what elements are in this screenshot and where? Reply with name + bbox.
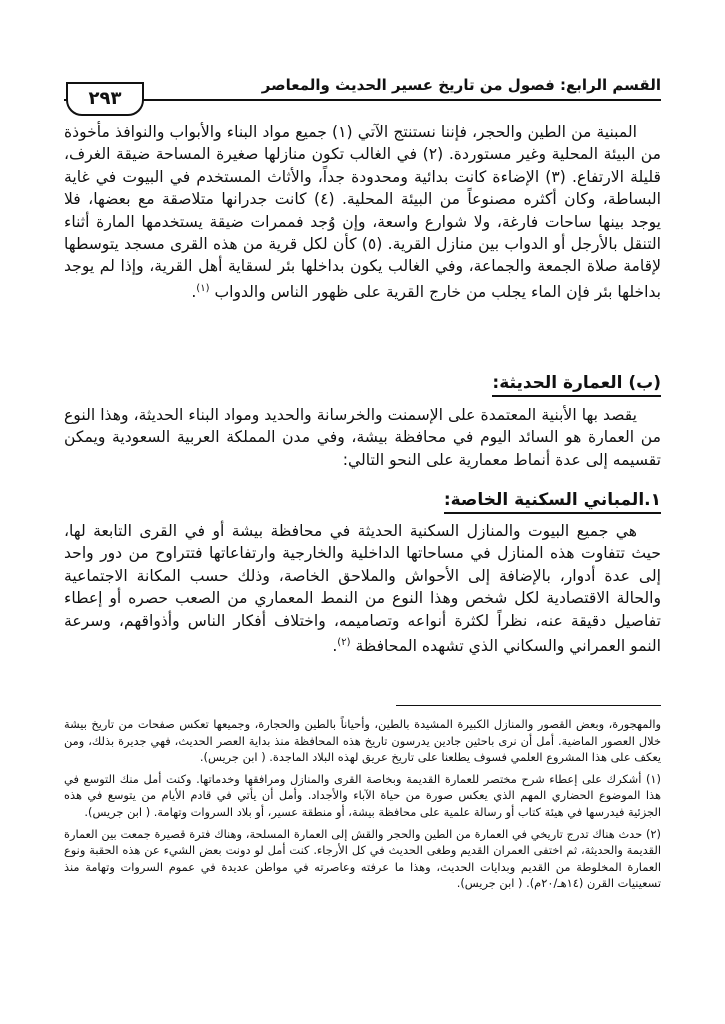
footnote-ref-2: (٢) <box>337 637 351 649</box>
page-number: ٢٩٣ <box>66 82 144 116</box>
footnote-separator <box>396 705 661 706</box>
footnote-2: (٢) حدث هناك تدرج تاريخي في العمارة من الطين والحجر والقش إلى العمارة المسلحة، وهناك فترة قصيرة جمعت بين العمارة القديمة والحديثة، ثم اختفى العمران القديم وطغى الحديث في كل الأرجاء. كنت أمل لو دونت بعض الشيء عن هذه الحقبة ونوع العمارة المخلوطة من القديم وبدايات الحديث، وهذا ما عرفته وعاصرته في مواطن عديدة في عموم السروات وتهامة منذ تسعينيات القرن (١٤هـ/٢٠م). ( ابن جريس). <box>64 826 661 891</box>
paragraph-private-residential: هي جميع البيوت والمنازل السكنية الحديثة في محافظة بيشة أو في القرى التابعة لها، حيث تتفاوت هذه المنازل في مساحاتها الداخلية والخارجية وارتفاعاتها فتتراوح من دور واحد إلى عدة أدوار، بالإضافة إلى الأحواش والملاحق الخاصة، وذلك حسب المكانة الاجتماعية والحالة الاقتصادية لكل شخص وهذا النوع من النمط المعماري من الصعب حصره أو إعطاء تفاصيل دقيقة عنه، نظراً لكثرة أنواعه وتصاميمه، واختلاف أفكار الناس وأذواقهم، وسرعة النمو العمراني والسكاني الذي تشهده المحافظة $^{(٢)}$. <box>64 522 661 656</box>
paragraph-text: هي جميع البيوت والمنازل السكنية الحديثة في محافظة بيشة أو في القرى التابعة لها، حيث تتفاوت هذه المنازل في مساحاتها الداخلية والخارجية وارتفاعاتها فتتراوح من دور واحد إلى عدة أدوار، بالإضافة إلى الأحواش والملاحق الخاصة، وذلك حسب المكانة الاجتماعية والحالة الاقتصادية لكل شخص وهذا النوع من النمط المعماري من الصعب حصره أو إعطاء تفاصيل دقيقة عنه، نظراً لكثرة أنواعه وتصاميمه، واختلاف أفكار الناس وأذواقهم، وسرعة النمو العمراني والسكاني الذي تشهده المحافظة <box>64 522 661 656</box>
footnote-1: (١) أشكرك على إعطاء شرح مختصر للعمارة القديمة وبخاصة القرى والمنازل ومرافقها وخدماتها. وكنت أمل منك التوسع في هذا الموضوع الحضاري المهم الذي يعكس صورة من حياة الآباء والأجداد. وأمل أن يأتي في قادم الأيام من يتوسع في هذه الجزئية فيدرسها في هيئة كتاب أو رسالة علمية على محافظة بيشة، أو منطقة عسير، أو بلاد السروات وتهامة. ( ابن جريس). <box>64 771 661 819</box>
paragraph-modern-architecture: يقصد بها الأبنية المعتمدة على الإسمنت والخرسانة والحديد ومواد البناء الحديثة، وهذا النوع من العمارة هو السائد اليوم في محافظة بيشة، وفي مدن المملكة العربية السعودية ويمكن تقسيمه إلى عدة أنماط معمارية على النحو التالي: <box>64 406 661 469</box>
footnote-ref-1: (١) <box>196 282 210 294</box>
footnotes <box>64 716 661 897</box>
footnote-continuation: والمهجورة، وبعض القصور والمنازل الكبيرة المشيدة بالطين، وأحياناً بالطين والحجارة، وجميعها تعكس صفحات من تاريخ بيشة خلال العصور الماضية. أمل أن نرى باحثين جادين يدرسون تاريخ هذه المحافظة منذ بداية العصر الحديث، فهي جديرة بذلك، ومن يعكف على هذا المشروع العلمي فسوف يطلعنا على تاريخ عريق لهذه البلاد الماجدة. ( ابن جريس). <box>64 717 661 765</box>
paragraph-traditional-architecture: المبنية من الطين والحجر، فإننا نستنتج الآتي (١) جميع مواد البناء والأبواب والنوافذ مأخوذة من البيئة المحلية وغير مستوردة. (٢) في الغالب تكون منازلها صغيرة المساحة ضيقة الغرف، قليلة الارتفاع. (٣) الإضاءة كانت بدائية ومحدودة جداً، والأثاث المستخدم في البيوت في غاية البساطة، وكان أكثره مصنوعاً من البيئة المحلية. (٤) كانت جدرانها متلاصقة مع بعضها، فلا يوجد بينها ساحات فارغة، ولا شوارع واسعة، وإن وُجد فممرات ضيقة يستخدمها المارة أثناء التنقل بالأرجل أو الدواب بين منازل القرية. (٥) كأن لكل قرية من هذه القرى مسجد يتوسطها لإقامة صلاة الجمعة والجماعة، وفي الغالب يكون بداخلها بئر لسقاية أهل القرية، وإذا لم يوجد بداخلها بئر فإن الماء يجلب من خارج القرية على ظهور الناس والدواب $^{(١)}$. <box>64 123 662 302</box>
header-rule <box>64 99 661 101</box>
subsection-heading-private-residential: ١.المباني السكنية الخاصة: <box>444 490 661 514</box>
paragraph-text: المبنية من الطين والحجر، فإننا نستنتج الآتي (١) جميع مواد البناء والأبواب والنوافذ مأخوذة من البيئة المحلية وغير مستوردة. (٢) في الغالب تكون منازلها صغيرة المساحة ضيقة الغرف، قليلة الارتفاع. (٣) الإضاءة كانت بدائية ومحدودة جداً، والأثاث المستخدم في البيوت في غاية البساطة، وكان أكثره مصنوعاً من البيئة المحلية. (٤) كانت جدرانها متلاصقة مع بعضها، فلا يوجد بينها ساحات فارغة، ولا شوارع واسعة، وإن وُجد فممرات ضيقة يستخدمها المارة أثناء التنقل بالأرجل أو الدواب بين منازل القرية. (٥) كأن لكل قرية من هذه القرى مسجد يتوسطها لإقامة صلاة الجمعة والجماعة، وفي الغالب يكون بداخلها بئر لسقاية أهل القرية، وإذا لم يوجد بداخلها بئر فإن الماء يجلب من خارج القرية على ظهور الناس والدواب <box>64 123 662 302</box>
running-header-title: القسم الرابع: فصول من تاريخ عسير الحديث والمعاصر <box>261 76 661 94</box>
section-heading-modern-architecture: (ب) العمارة الحديثة: <box>492 373 661 397</box>
